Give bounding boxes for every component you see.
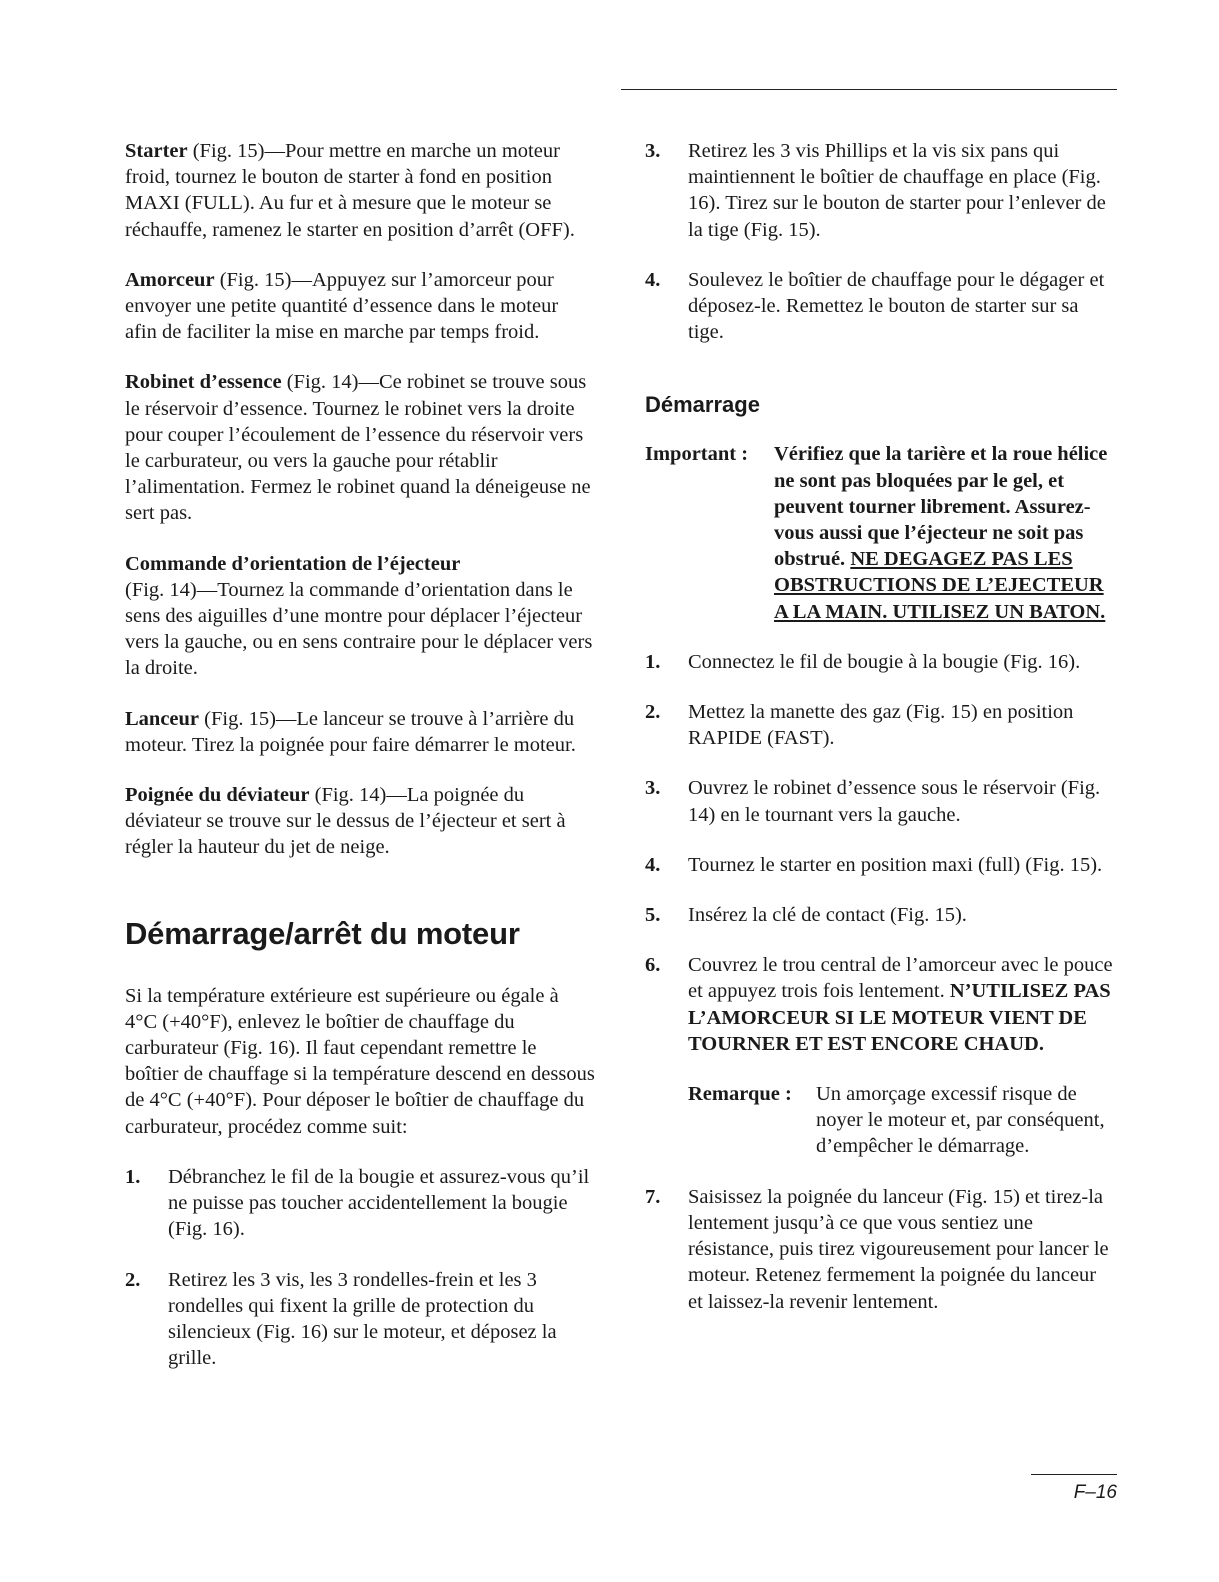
- page-number: F–16: [1073, 1482, 1117, 1503]
- step-number: 4.: [645, 268, 661, 291]
- step-number: 3.: [645, 140, 661, 162]
- important-notice: [645, 441, 1115, 624]
- step-number: 5.: [645, 904, 661, 927]
- poignee-text: (Fig. 14)—La poignée du déviateur se trouve sur le dessus de l’éjecteur et sert à régler la hauteur du jet de neige.: [125, 784, 566, 859]
- step-text: Débranchez le fil de la bougie et assurez-vous qu’il ne puisse pas toucher accidentellement la bougie (Fig. 16).: [168, 1165, 590, 1241]
- step-text: Connectez le fil de bougie à la bougie (Fig. 16).: [688, 650, 1081, 673]
- list-item: [645, 952, 1115, 1159]
- list-item: [645, 267, 1115, 346]
- commande-text: (Fig. 14)—Tournez la commande d’orientation dans le sens des aiguilles d’une montre pour déplacer l’éjecteur vers la gauche, ou en sens contraire pour le déplacer vers la droite.: [125, 578, 593, 680]
- amorceur-term: Amorceur: [125, 268, 215, 291]
- step-text: Insérez la clé de contact (Fig. 15).: [688, 904, 967, 927]
- amorceur-text: (Fig. 15)—Appuyez sur l’amorceur pour envoyer une petite quantité d’essence dans le moteur afin de faciliter la mise en marche par temps froid.: [125, 268, 559, 344]
- step-number: 2.: [645, 701, 661, 724]
- step-number: 2.: [125, 1268, 141, 1291]
- robinet-text: (Fig. 14)—Ce robinet se trouve sous le réservoir d’essence. Tournez le robinet vers la droite pour couper l’écoulement de l’essence du réservoir vers le carburateur, ou vers la gauche pour rétablir l’alimentation. Fermez le robinet quand la déneigeuse ne sert pas.: [125, 371, 591, 525]
- remark-text: Un amorçage excessif risque de noyer le moteur et, par conséquent, d’empêcher le démarrage.: [816, 1083, 1105, 1158]
- important-body: [774, 441, 1115, 624]
- important-label: Important :: [645, 443, 749, 466]
- list-item: [645, 1184, 1115, 1315]
- step-number: 7.: [645, 1185, 661, 1208]
- subsection-heading: Démarrage: [645, 392, 760, 418]
- step-number: 6.: [645, 954, 661, 977]
- step-text: Ouvrez le robinet d’essence sous le réservoir (Fig. 14) en le tournant vers la gauche.: [688, 777, 1101, 826]
- header-rule: [621, 89, 1117, 90]
- list-item: [645, 649, 1115, 675]
- right-column: [645, 138, 1115, 1339]
- list-item: [125, 1164, 595, 1243]
- amorceur-paragraph: [125, 267, 595, 346]
- lanceur-term: Lanceur: [125, 707, 200, 730]
- poignee-paragraph: [125, 782, 595, 861]
- list-item: [645, 775, 1115, 827]
- step-number: 3.: [645, 777, 661, 800]
- starter-text: (Fig. 15)—Pour mettre en marche un moteur froid, tournez le bouton de starter à fond en position MAXI (FULL). Au fur et à mesure que le moteur se réchauffe, ramenez le starter en position d’arrêt (OFF).: [125, 140, 575, 241]
- robinet-term: Robinet d’essence: [125, 371, 282, 394]
- step-text: Saisissez la poignée du lanceur (Fig. 15) et tirez-la lentement jusqu’à ce que vous sentiez une résistance, puis tirez vigoureusement pour lancer le moteur. Retenez fermement la poignée du lanceur et laissez-la revenir lentement.: [688, 1185, 1109, 1313]
- intro-paragraph: Si la température extérieure est supérieure ou égale à 4°C (+40°F), enlevez le boîtier de chauffage du carburateur (Fig. 16). Il faut cependant remettre le boîtier de chauffage si la température descend en dessous de 4°C (+40°F). Pour déposer le boîtier de chauffage du carburateur, procédez comme suit:: [125, 984, 595, 1138]
- step-number: 1.: [125, 1165, 141, 1188]
- list-item: [645, 852, 1115, 878]
- step-text: Mettez la manette des gaz (Fig. 15) en position RAPIDE (FAST).: [688, 701, 1074, 750]
- left-column: [125, 138, 595, 1395]
- commande-term: Commande d’orientation de l’éjecteur: [125, 552, 461, 575]
- step-number: 1.: [645, 650, 661, 673]
- important-text: Vérifiez que la tarière et la roue hélice ne sont pas bloquées par le gel, et peuvent tourner librement. Assurez-vous aussi que l’éjecteur ne soit pas obstrué.: [774, 443, 1108, 571]
- step-text: Soulevez le boîtier de chauffage pour le dégager et déposez-le. Remettez le bouton de starter sur sa tige.: [688, 268, 1105, 344]
- poignee-term: Poignée du déviateur: [125, 784, 310, 807]
- robinet-paragraph: [125, 369, 595, 526]
- list-item: [645, 699, 1115, 751]
- remark-note: [688, 1081, 1115, 1160]
- lanceur-text: (Fig. 15)—Le lanceur se trouve à l’arrière du moteur. Tirez la poignée pour faire démarrer le moteur.: [125, 707, 576, 756]
- step-text: Retirez les 3 vis, les 3 rondelles-frein et les 3 rondelles qui fixent la grille de protection du silencieux (Fig. 16) sur le moteur, et déposez la grille.: [168, 1268, 557, 1370]
- step6-warning: N’UTILISEZ PAS L’AMORCEUR SI LE MOTEUR VIENT DE TOURNER ET EST ENCORE CHAUD.: [688, 980, 1111, 1055]
- step-text: Tournez le starter en position maxi (full) (Fig. 15).: [688, 853, 1103, 876]
- remark-label: Remarque :: [688, 1083, 792, 1106]
- step-text: Retirez les 3 vis Phillips et la vis six pans qui maintiennent le boîtier de chauffage en place (Fig. 16). Tirez sur le bouton de starter pour l’enlever de la tige (Fig. 15).: [688, 140, 1106, 241]
- list-item: [645, 902, 1115, 928]
- commande-paragraph: [125, 551, 595, 682]
- list-item: [645, 138, 1115, 243]
- step-number: 4.: [645, 853, 661, 876]
- starter-paragraph: [125, 138, 595, 243]
- lanceur-paragraph: [125, 706, 595, 758]
- important-warning: NE DEGAGEZ PAS LES OBSTRUCTIONS DE L’EJECTEUR A LA MAIN. UTILISEZ UN BATON.: [774, 548, 1106, 623]
- footer-rule: [1031, 1474, 1117, 1475]
- step6-text: Couvrez le trou central de l’amorceur avec le pouce et appuyez trois fois lentement.: [688, 954, 1113, 1003]
- section-heading: Démarrage/arrêt du moteur: [125, 915, 520, 951]
- list-item: [125, 1267, 595, 1372]
- starter-term: Starter: [125, 140, 188, 162]
- step-text: [688, 952, 1115, 1159]
